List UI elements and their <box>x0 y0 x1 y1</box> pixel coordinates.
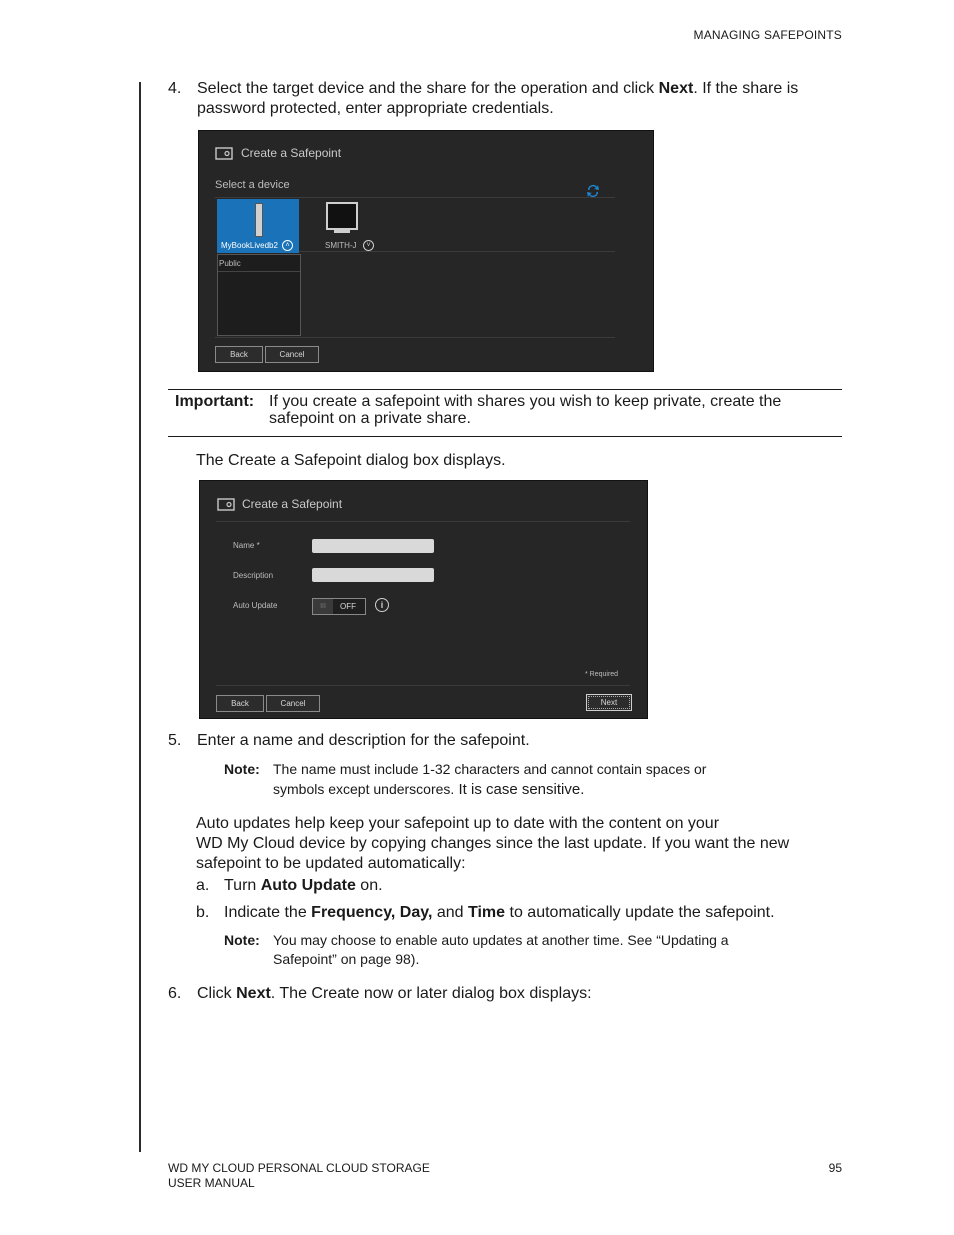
required-note: * Required <box>585 671 619 678</box>
description-field[interactable] <box>312 568 434 582</box>
back-button[interactable]: Back <box>216 695 264 712</box>
safepoint-icon <box>215 147 233 161</box>
important-top-rule <box>168 389 842 390</box>
nas-drive-icon <box>255 203 263 237</box>
step-4-text: Select the target device and the share for the operation and click Next. If the share is <box>197 80 799 97</box>
dialog-caption: The Create a Safepoint dialog box displays. <box>196 452 506 469</box>
note-1-label: Note: <box>224 761 260 777</box>
chevron-up-icon[interactable]: ˄ <box>282 240 293 251</box>
note-1-line2: symbols except underscores. It is case sensitive. <box>273 781 585 798</box>
description-label: Description <box>233 571 274 580</box>
note-2-line1: You may choose to enable auto updates at another time. See “Updating a <box>273 932 729 948</box>
running-header: MANAGING SAFEPOINTS <box>693 28 842 42</box>
device-name: SMITH-J <box>325 241 357 250</box>
important-line1: If you create a safepoint with shares you wish to keep private, create the <box>269 393 782 410</box>
monitor-stand <box>334 230 350 233</box>
device-name: MyBookLivedb2 <box>221 241 278 250</box>
dialog-title: Create a Safepoint <box>241 146 342 160</box>
dialog-footer-rule <box>216 685 630 686</box>
important-label: Important: <box>175 393 255 410</box>
share-list <box>217 254 301 336</box>
step-5-text: Enter a name and description for the safepoint. <box>197 732 530 749</box>
step-4-text-line2: password protected, enter appropriate credentials. <box>197 100 554 117</box>
footer-title: WD MY CLOUD PERSONAL CLOUD STORAGE <box>168 1161 430 1175</box>
name-field[interactable] <box>312 539 434 553</box>
cancel-button[interactable]: Cancel <box>266 695 320 712</box>
substep-b-text: Indicate the Frequency, Day, and Time to automatically update the safepoint. <box>224 904 775 921</box>
name-label: Name * <box>233 541 260 550</box>
page-number: 95 <box>828 1161 842 1175</box>
create-safepoint-screenshot <box>199 480 648 719</box>
substep-b-number: b. <box>196 904 210 921</box>
note-2-line2: Safepoint” on page 98). <box>273 951 420 967</box>
note-2-label: Note: <box>224 932 260 948</box>
select-device-label: Select a device <box>215 179 290 191</box>
share-public[interactable]: Public <box>219 259 241 268</box>
back-button[interactable]: Back <box>215 346 263 363</box>
dialog-footer-rule <box>215 337 615 338</box>
step-5-number: 5. <box>168 732 182 749</box>
step-6-number: 6. <box>168 985 182 1002</box>
important-bottom-rule <box>168 436 842 437</box>
monitor-icon <box>326 202 358 230</box>
note-1-line1: The name must include 1-32 characters and cannot contain spaces or <box>273 761 707 777</box>
auto-para-line1: Auto updates help keep your safepoint up to date with the content on your <box>196 815 720 832</box>
auto-para-line3: safepoint to be updated automatically: <box>196 855 466 872</box>
device-tile-smith-j[interactable] <box>319 199 379 253</box>
step-4-number: 4. <box>168 80 182 97</box>
cancel-button[interactable]: Cancel <box>265 346 319 363</box>
title-rule <box>216 521 630 522</box>
dialog-title: Create a Safepoint <box>242 497 343 511</box>
toggle-state: OFF <box>340 602 356 611</box>
share-divider <box>218 271 300 272</box>
substep-a-number: a. <box>196 877 210 894</box>
auto-para-line2: WD My Cloud device by copying changes since the last update. If you want the new <box>196 835 790 852</box>
device-tile-mybooklive[interactable] <box>217 199 299 253</box>
device-top-rule <box>215 197 615 198</box>
select-device-screenshot <box>198 130 654 372</box>
footer-subtitle: USER MANUAL <box>168 1176 255 1190</box>
important-line2: safepoint on a private share. <box>269 410 471 427</box>
safepoint-icon <box>217 498 235 512</box>
margin-rule <box>139 82 141 1152</box>
next-button[interactable]: Next <box>586 694 632 711</box>
substep-a-text: Turn Auto Update on. <box>224 877 383 894</box>
chevron-down-icon[interactable]: ˅ <box>363 240 374 251</box>
step-6-text: Click Next. The Create now or later dialog box displays: <box>197 985 592 1002</box>
info-icon[interactable]: i <box>375 598 389 612</box>
toggle-handle: III <box>313 599 333 614</box>
auto-update-toggle[interactable] <box>312 598 366 615</box>
auto-update-label: Auto Update <box>233 601 278 610</box>
